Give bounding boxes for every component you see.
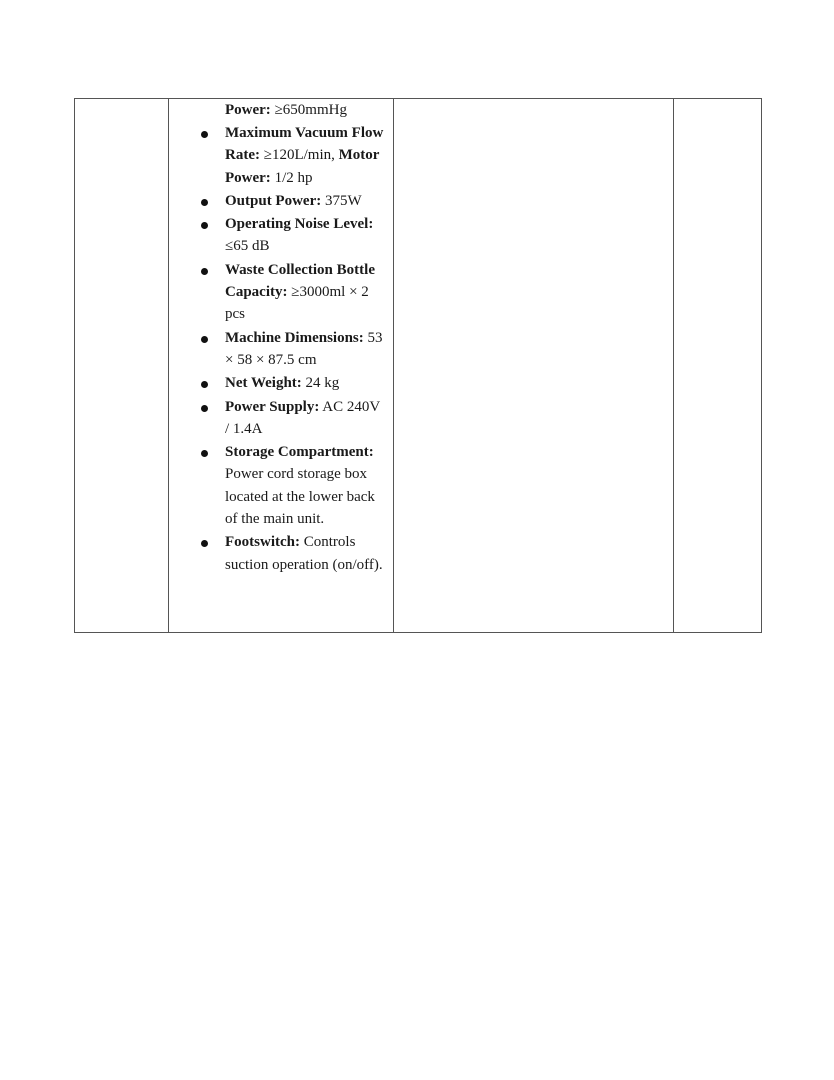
bullet-icon [201, 268, 208, 275]
bullet-icon [201, 405, 208, 412]
list-item [169, 122, 393, 189]
bullet-icon [201, 381, 208, 388]
bullet-icon [201, 199, 208, 206]
spec-label: Storage Compartment: [225, 444, 374, 461]
spec-value: 53 × 58 × 87.5 cm [225, 329, 383, 368]
item-number-cell [75, 99, 169, 633]
list-item [169, 441, 393, 530]
spec-value: Power cord storage box located at the lower back of the main unit. [225, 466, 375, 528]
list-item [169, 531, 393, 576]
spec-label: Motor Power: [225, 147, 380, 186]
list-item [169, 259, 393, 326]
spec-value: ≥120L/min, [259, 147, 339, 164]
list-item [169, 327, 393, 372]
specification-table [74, 98, 762, 633]
empty-cell [674, 99, 762, 633]
spec-value: 1/2 hp [270, 169, 313, 186]
spec-value: AC 240V / 1.4A [225, 398, 380, 437]
continued-spec-line [225, 99, 393, 121]
bullet-icon [201, 540, 208, 547]
bullet-icon [201, 336, 208, 343]
spec-label: Net Weight: [225, 375, 302, 392]
spec-label: Output Power: [225, 192, 322, 209]
specification-cell [169, 99, 394, 633]
spec-value: ≤65 dB [225, 238, 270, 255]
spec-value: Controls suction operation (on/off). [225, 534, 383, 573]
spec-list [169, 122, 393, 576]
list-item [169, 396, 393, 441]
bullet-icon [201, 131, 208, 138]
spec-value: 375W [321, 192, 362, 209]
spec-label: Power Supply: [225, 398, 320, 415]
table-row [75, 99, 762, 633]
spec-value: ≥3000ml × 2 pcs [225, 284, 369, 323]
spec-label: Operating Noise Level: [225, 216, 374, 233]
continued-spec-label: Power: [225, 102, 271, 118]
bullet-icon [201, 450, 208, 457]
spec-label: Machine Dimensions: [225, 329, 364, 346]
empty-cell [394, 99, 674, 633]
spec-label: Waste Collection Bottle Capacity: [225, 261, 375, 301]
spec-label: Maximum Vacuum Flow Rate: [225, 125, 384, 164]
spec-label: Footswitch: [225, 534, 300, 551]
spec-value: 24 kg [301, 375, 340, 392]
continued-spec-value: ≥650mmHg [270, 102, 347, 118]
list-item [169, 190, 393, 212]
bullet-icon [201, 222, 208, 229]
list-item [169, 372, 393, 394]
list-item [169, 213, 393, 258]
